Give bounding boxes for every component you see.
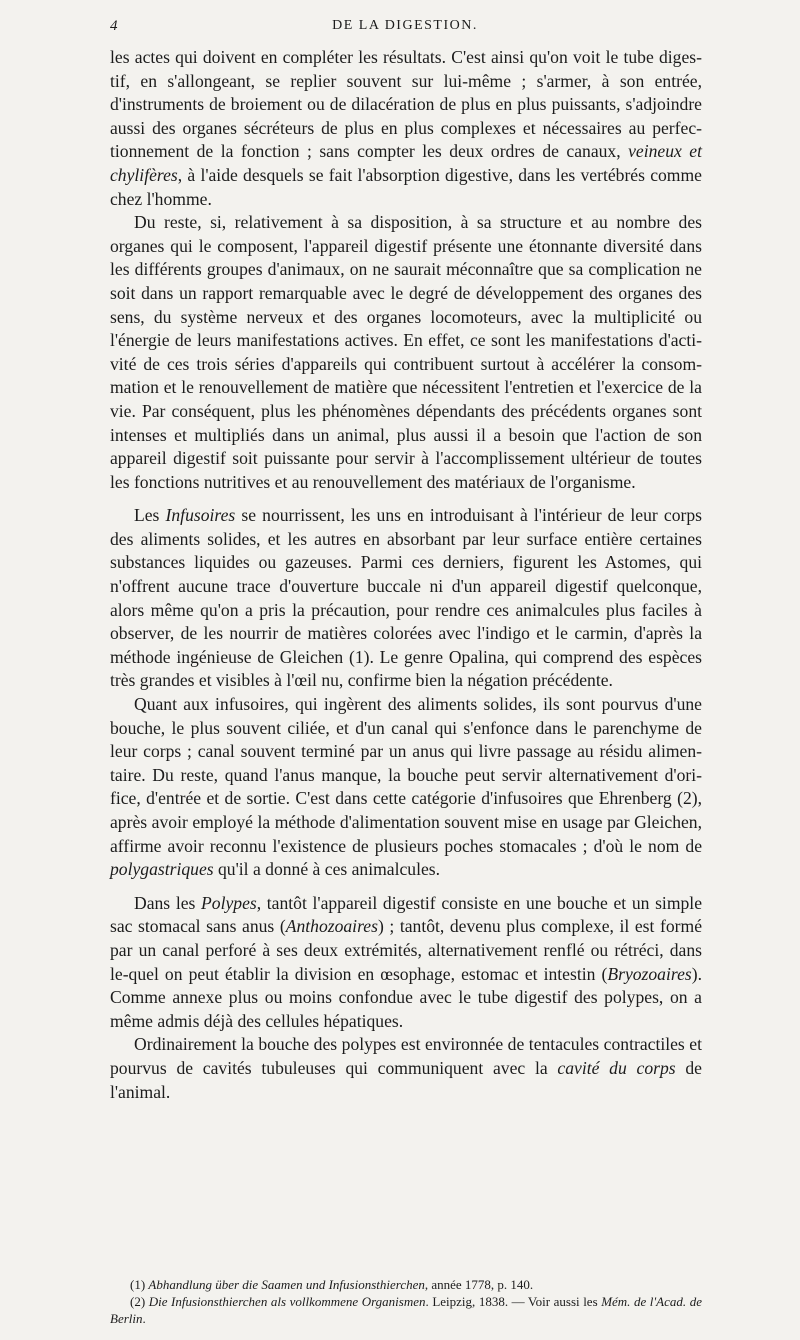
text-run: ) ; tantôt, devenu plus complexe, il est formé par un canal perforé à ses deux extrémités, alternativement renflé ou rétréci, dans le-quel on peut établir la division en œsophage, estomac et intestin (: [110, 916, 703, 984]
italic-run: Anthozoaires: [285, 916, 378, 937]
italic-run: Die Infusionsthierchen als vollkommene Organismen: [148, 1294, 426, 1309]
paragraph-1: [110, 46, 702, 211]
paragraph-3: [110, 504, 702, 693]
text-run: Dans les: [134, 892, 202, 913]
text-run: les actes qui doivent en compléter les résultats. C'est ainsi qu'on voit le tube diges-tif, en s'allongeant, se replier souvent sur lui-même ; s'armer, à son entrée, d'instruments de broiement ou de dilacération de plus en plus puissants, s'adjoindre aussi des organes sécréteurs de plus en plus complexes et nécessaires au perfec-tionnement de la fonction ; sans compter les deux ordres de canaux,: [110, 47, 702, 162]
italic-run: polygastriques: [110, 859, 214, 880]
text-run: ). Comme annexe plus ou moins confondue avec le tube digestif des polypes, on a même admis déjà des cellules hépatiques.: [110, 963, 702, 1031]
footnote-1: [110, 1276, 702, 1293]
italic-run: Polypes: [201, 892, 257, 913]
italic-run: Mém. de l'Acad. de Berlin: [110, 1294, 702, 1326]
footnotes: [110, 1276, 702, 1327]
main-text: [110, 46, 702, 1104]
text-run: (1): [130, 1277, 149, 1292]
text-run: , à l'aide desquels se fait l'absorption digestive, dans les vertébrés comme chez l'homme.: [110, 164, 702, 209]
paragraph-5: [110, 892, 702, 1034]
paragraph-2: [110, 211, 702, 494]
footnote-2: [110, 1293, 702, 1327]
italic-run: Infusoires: [165, 505, 236, 526]
text-run: .: [142, 1311, 146, 1326]
text-run: , tantôt l'appareil digestif consiste en une bouche et un simple sac stomacal sans anus (: [110, 892, 703, 937]
text-run: de l'animal.: [110, 1057, 702, 1102]
italic-run: Abhandlung über die Saamen und Infusionsthierchen: [148, 1277, 425, 1292]
text-run: (2): [130, 1294, 149, 1309]
text-run: . Leipzig, 1838. — Voir aussi les: [425, 1294, 602, 1309]
text-run: Les: [134, 505, 166, 526]
running-title: DE LA DIGESTION.: [332, 18, 478, 33]
text-run: , année 1778, p. 140.: [424, 1277, 534, 1292]
page-number: 4: [110, 18, 119, 34]
italic-run: veineux et chylifères: [110, 141, 702, 185]
paragraph-6: [110, 1033, 702, 1104]
text-run: Du reste, si, relativement à sa disposition, à sa structure et au nombre des organes qui le composent, l'appareil digestif présente une étonnante diversité dans les différents groupes d'animaux, on ne saurait méconnaître que sa complication ne soit dans un rapport remarquable avec le degré de développement des organes des sens, du système nerveux et des organes locomoteurs, avec la multiplicité ou l'énergie de leurs manifestations actives. En effet, ce sont les manifestations d'acti-vité de ces trois séries d'appareils qui contribuent surtout à accélérer la consom-mation et le renouvellement de matière que nécessitent l'entretien et l'exercice de la vie. Par conséquent, plus les phénomènes dépendants des précédents organes sont intenses et multipliés dans un animal, plus aussi il a besoin que l'action de son appareil digestif soit puissante pour servir à l'accomplissement ultérieur de toutes les fonctions nutritives et au renouvellement des matériaux de l'organisme.: [110, 212, 702, 492]
italic-run: cavité du corps: [557, 1057, 676, 1078]
text-run: Ordinairement la bouche des polypes est environnée de tentacules contractiles et pourvus de cavités tubuleuses qui communiquent avec la: [110, 1034, 702, 1078]
text-run: se nourrissent, les uns en introduisant à l'intérieur de leur corps des aliments solides, et les autres en absorbant par leur surface entière certaines substances liquides ou gazeuses. Parmi ces derniers, figurent les Astomes, qui n'offrent aucune trace d'ouverture buccale ni d'un appareil digestif quelconque, alors même qu'on a pris la précaution, pour rendre ces animalcules plus faciles à observer, de les nourrir de matières colorées avec l'indigo et le carmin, d'après la méthode ingénieuse de Gleichen (1). Le genre Opalina, qui comprend des espèces très grandes et visibles à l'œil nu, confirme bien la négation précédente.: [110, 505, 702, 691]
page-header: [110, 18, 700, 40]
paragraph-4: [110, 693, 702, 882]
italic-run: Bryozoaires: [607, 963, 692, 984]
text-run: Quant aux infusoires, qui ingèrent des aliments solides, ils sont pourvus d'une bouche, le plus souvent ciliée, et d'un canal qui s'enfonce dans le parenchyme de leur corps ; canal souvent terminé par un anus qui livre passage au résidu alimen-taire. Du reste, quand l'anus manque, la bouche peut servir alternativement d'ori-fice, d'entrée et de sortie. C'est dans cette catégorie d'infusoires que Ehrenberg (2), après avoir employé la méthode d'alimentation souvent mise en usage par Gleichen, affirme avoir reconnu l'existence de plusieurs poches stomacales ; d'où le nom de: [110, 694, 702, 856]
text-run: qu'il a donné à ces animalcules.: [213, 859, 441, 880]
